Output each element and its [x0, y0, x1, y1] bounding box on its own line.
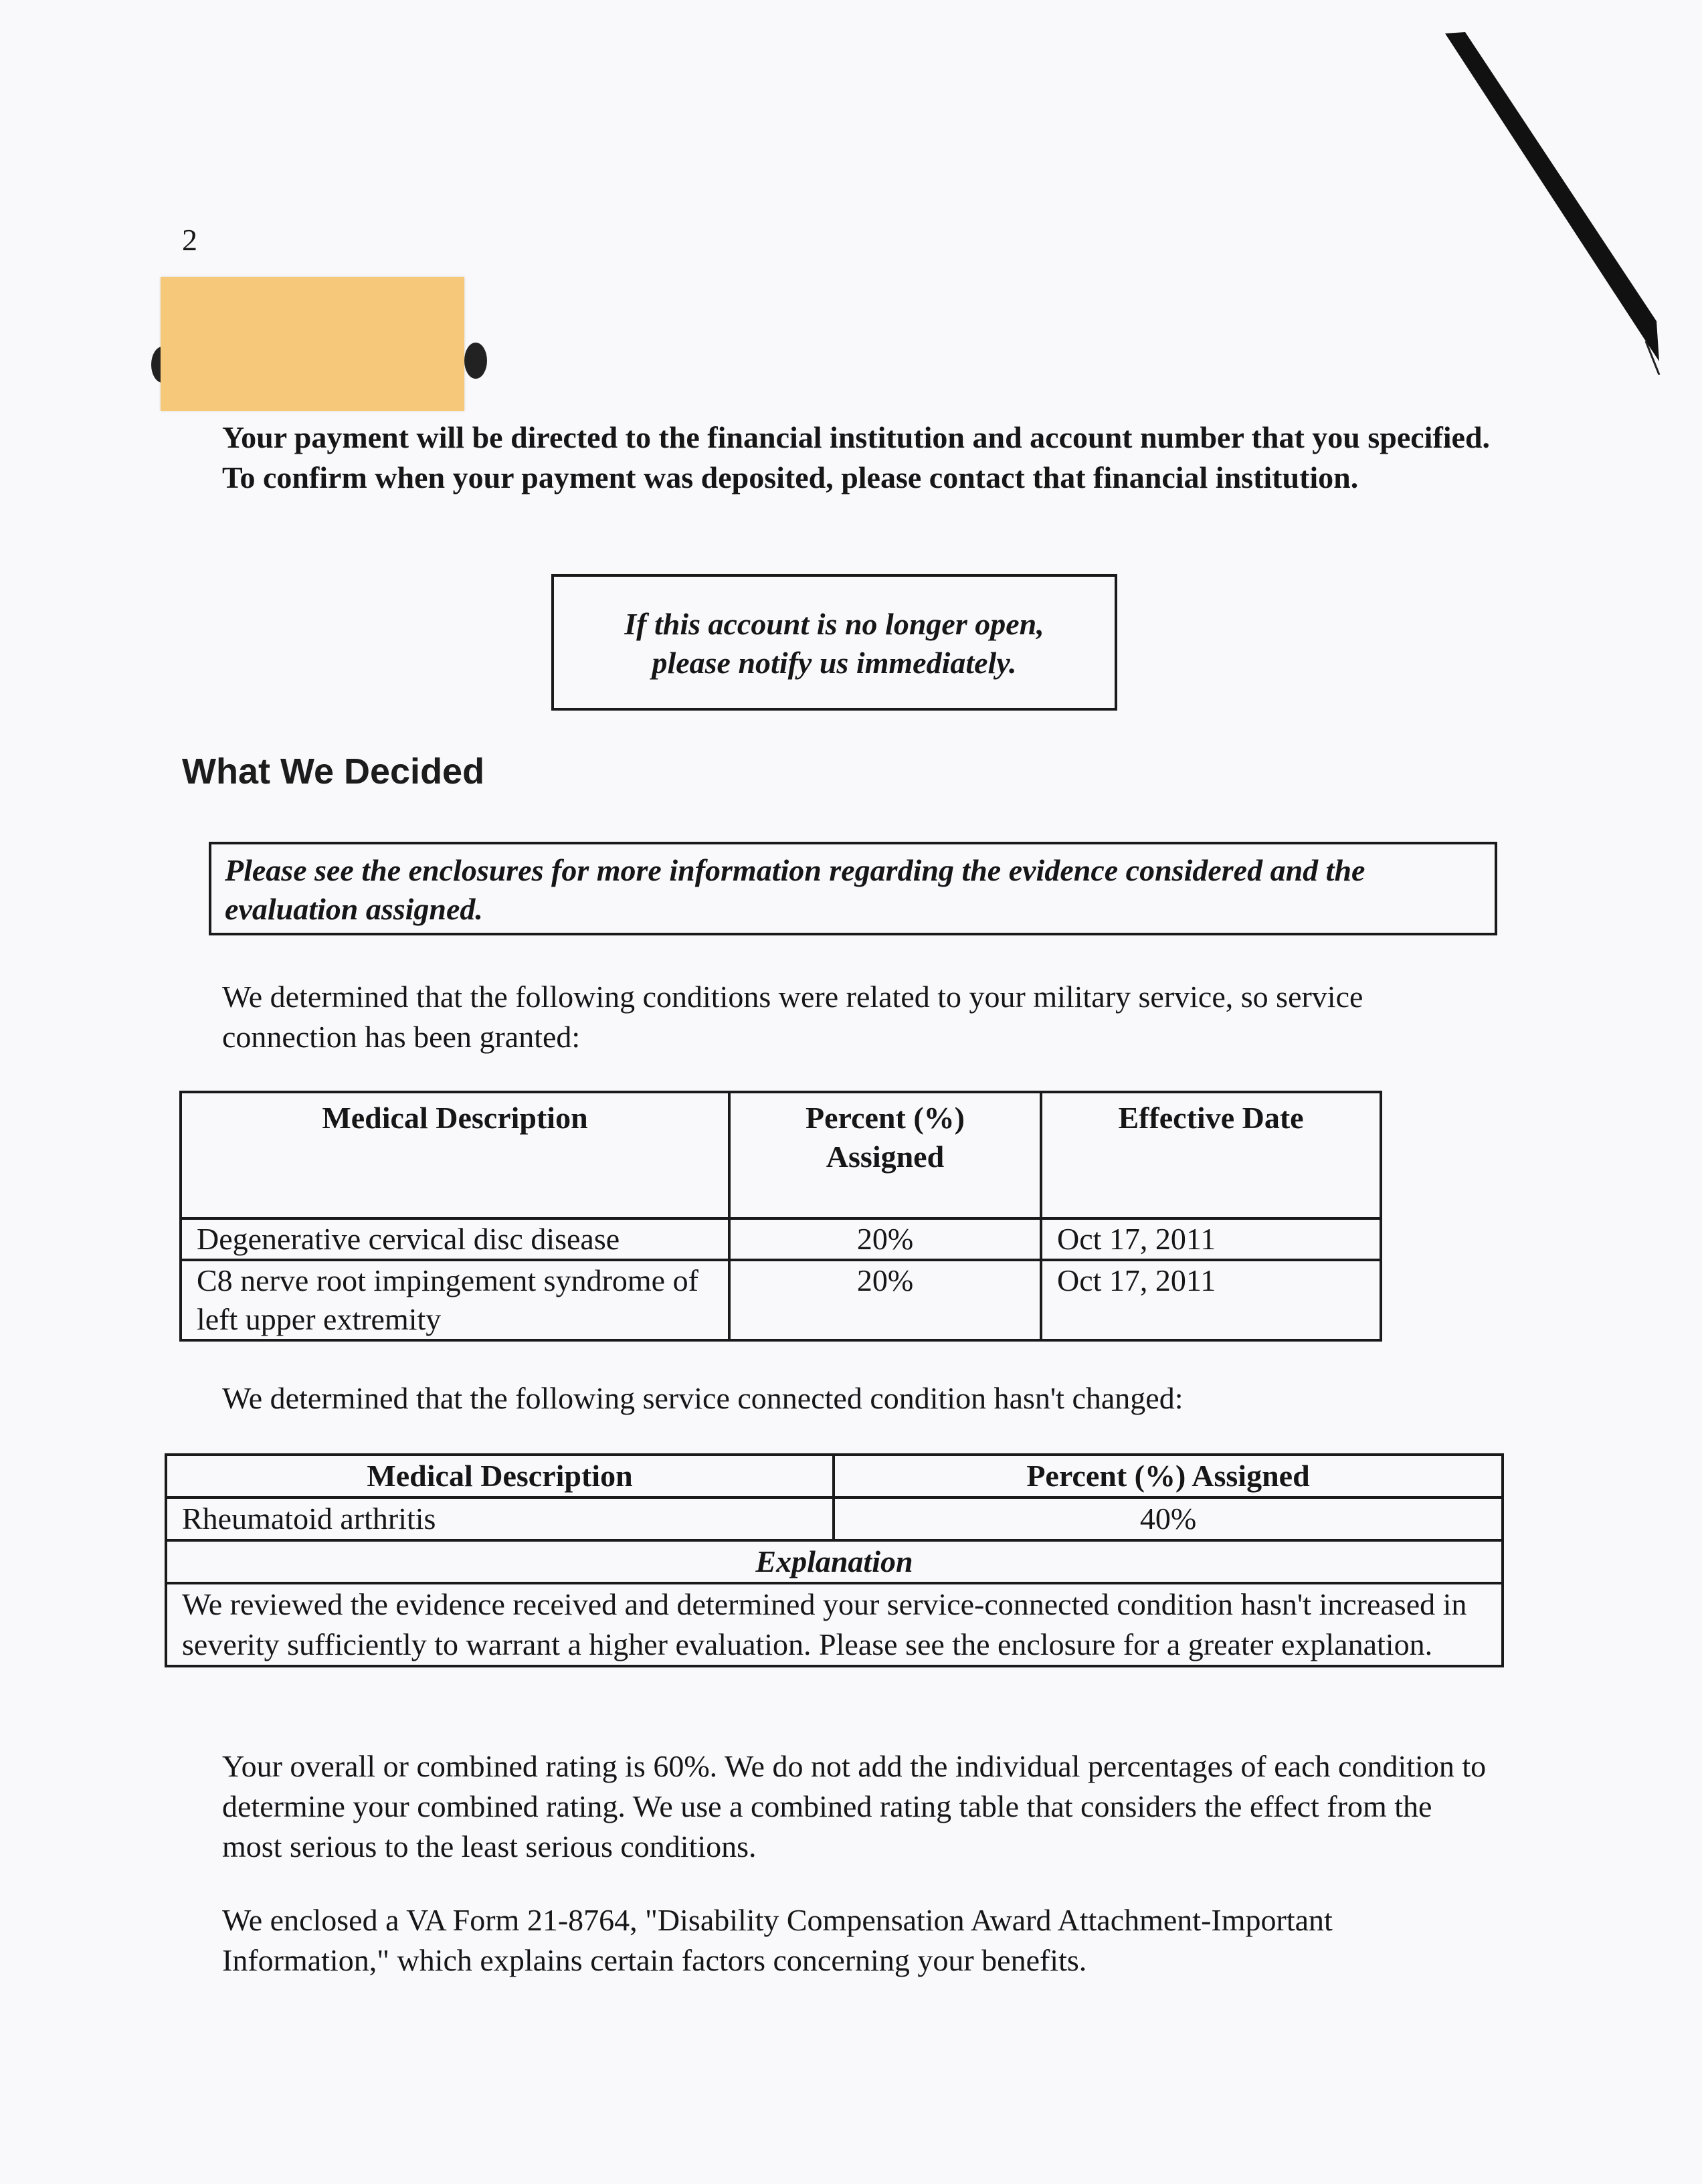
explanation-header-row	[166, 1540, 1503, 1583]
section-heading: What We Decided	[182, 751, 485, 792]
notice-line-1: If this account is no longer open,	[624, 607, 1044, 641]
combined-rating-paragraph: Your overall or combined rating is 60%. We do not add the individual percentages of each condition to determine your combined rating. We use a combined rating table that considers the effect from the most serious to the least serious conditions.	[222, 1749, 1487, 1863]
explanation-row	[166, 1583, 1503, 1666]
granted-conditions-table	[179, 1091, 1382, 1342]
table-row	[166, 1497, 1503, 1540]
unchanged-condition-table	[165, 1453, 1504, 1667]
granted-intro: We determined that the following conditions were related to your military service, so service connection has been granted:	[222, 980, 1363, 1054]
enclosed-form-paragraph: We enclosed a VA Form 21-8764, "Disability Compensation Award Attachment-Important Information," which explains certain factors concerning your benefits.	[222, 1903, 1333, 1977]
explanation-header: Explanation	[166, 1540, 1503, 1583]
payment-paragraph: Your payment will be directed to the financial institution and account number that you specified. To confirm when your payment was deposited, please contact that financial institution.	[222, 420, 1491, 494]
explanation-text: We reviewed the evidence received and determined your service-connected condition hasn't increased in severity sufficiently to warrant a higher evaluation. Please see the enclosure for a greater explanation.	[166, 1583, 1503, 1666]
column-header: Effective Date	[1041, 1092, 1381, 1218]
account-notice-box	[551, 574, 1117, 711]
percent-cell: 20%	[729, 1260, 1041, 1340]
page-number: 2	[182, 223, 197, 257]
table-row	[181, 1260, 1381, 1340]
column-header: Medical Description	[181, 1092, 729, 1218]
date-cell: Oct 17, 2011	[1041, 1218, 1381, 1260]
column-header: Percent (%) Assigned	[729, 1092, 1041, 1218]
unchanged-intro: We determined that the following service connected condition hasn't changed:	[222, 1381, 1184, 1415]
table-header-row	[181, 1092, 1381, 1218]
percent-cell: 20%	[729, 1218, 1041, 1260]
redaction-blot-right	[464, 343, 487, 379]
notice-line-2: please notify us immediately.	[652, 646, 1017, 680]
condition-cell: Rheumatoid arthritis	[166, 1497, 834, 1540]
percent-cell: 40%	[834, 1497, 1503, 1540]
enclosure-note: Please see the enclosures for more information regarding the evidence considered and the evaluation assigned.	[209, 842, 1497, 935]
table-row	[181, 1218, 1381, 1260]
pen-slash-mark	[1365, 27, 1699, 375]
table-header-row	[166, 1455, 1503, 1497]
date-cell: Oct 17, 2011	[1041, 1260, 1381, 1340]
column-header: Medical Description	[166, 1455, 834, 1497]
column-header: Percent (%) Assigned	[834, 1455, 1503, 1497]
redaction-sticky-note	[161, 277, 464, 411]
condition-cell: C8 nerve root impingement syndrome of left upper extremity	[181, 1260, 729, 1340]
condition-cell: Degenerative cervical disc disease	[181, 1218, 729, 1260]
